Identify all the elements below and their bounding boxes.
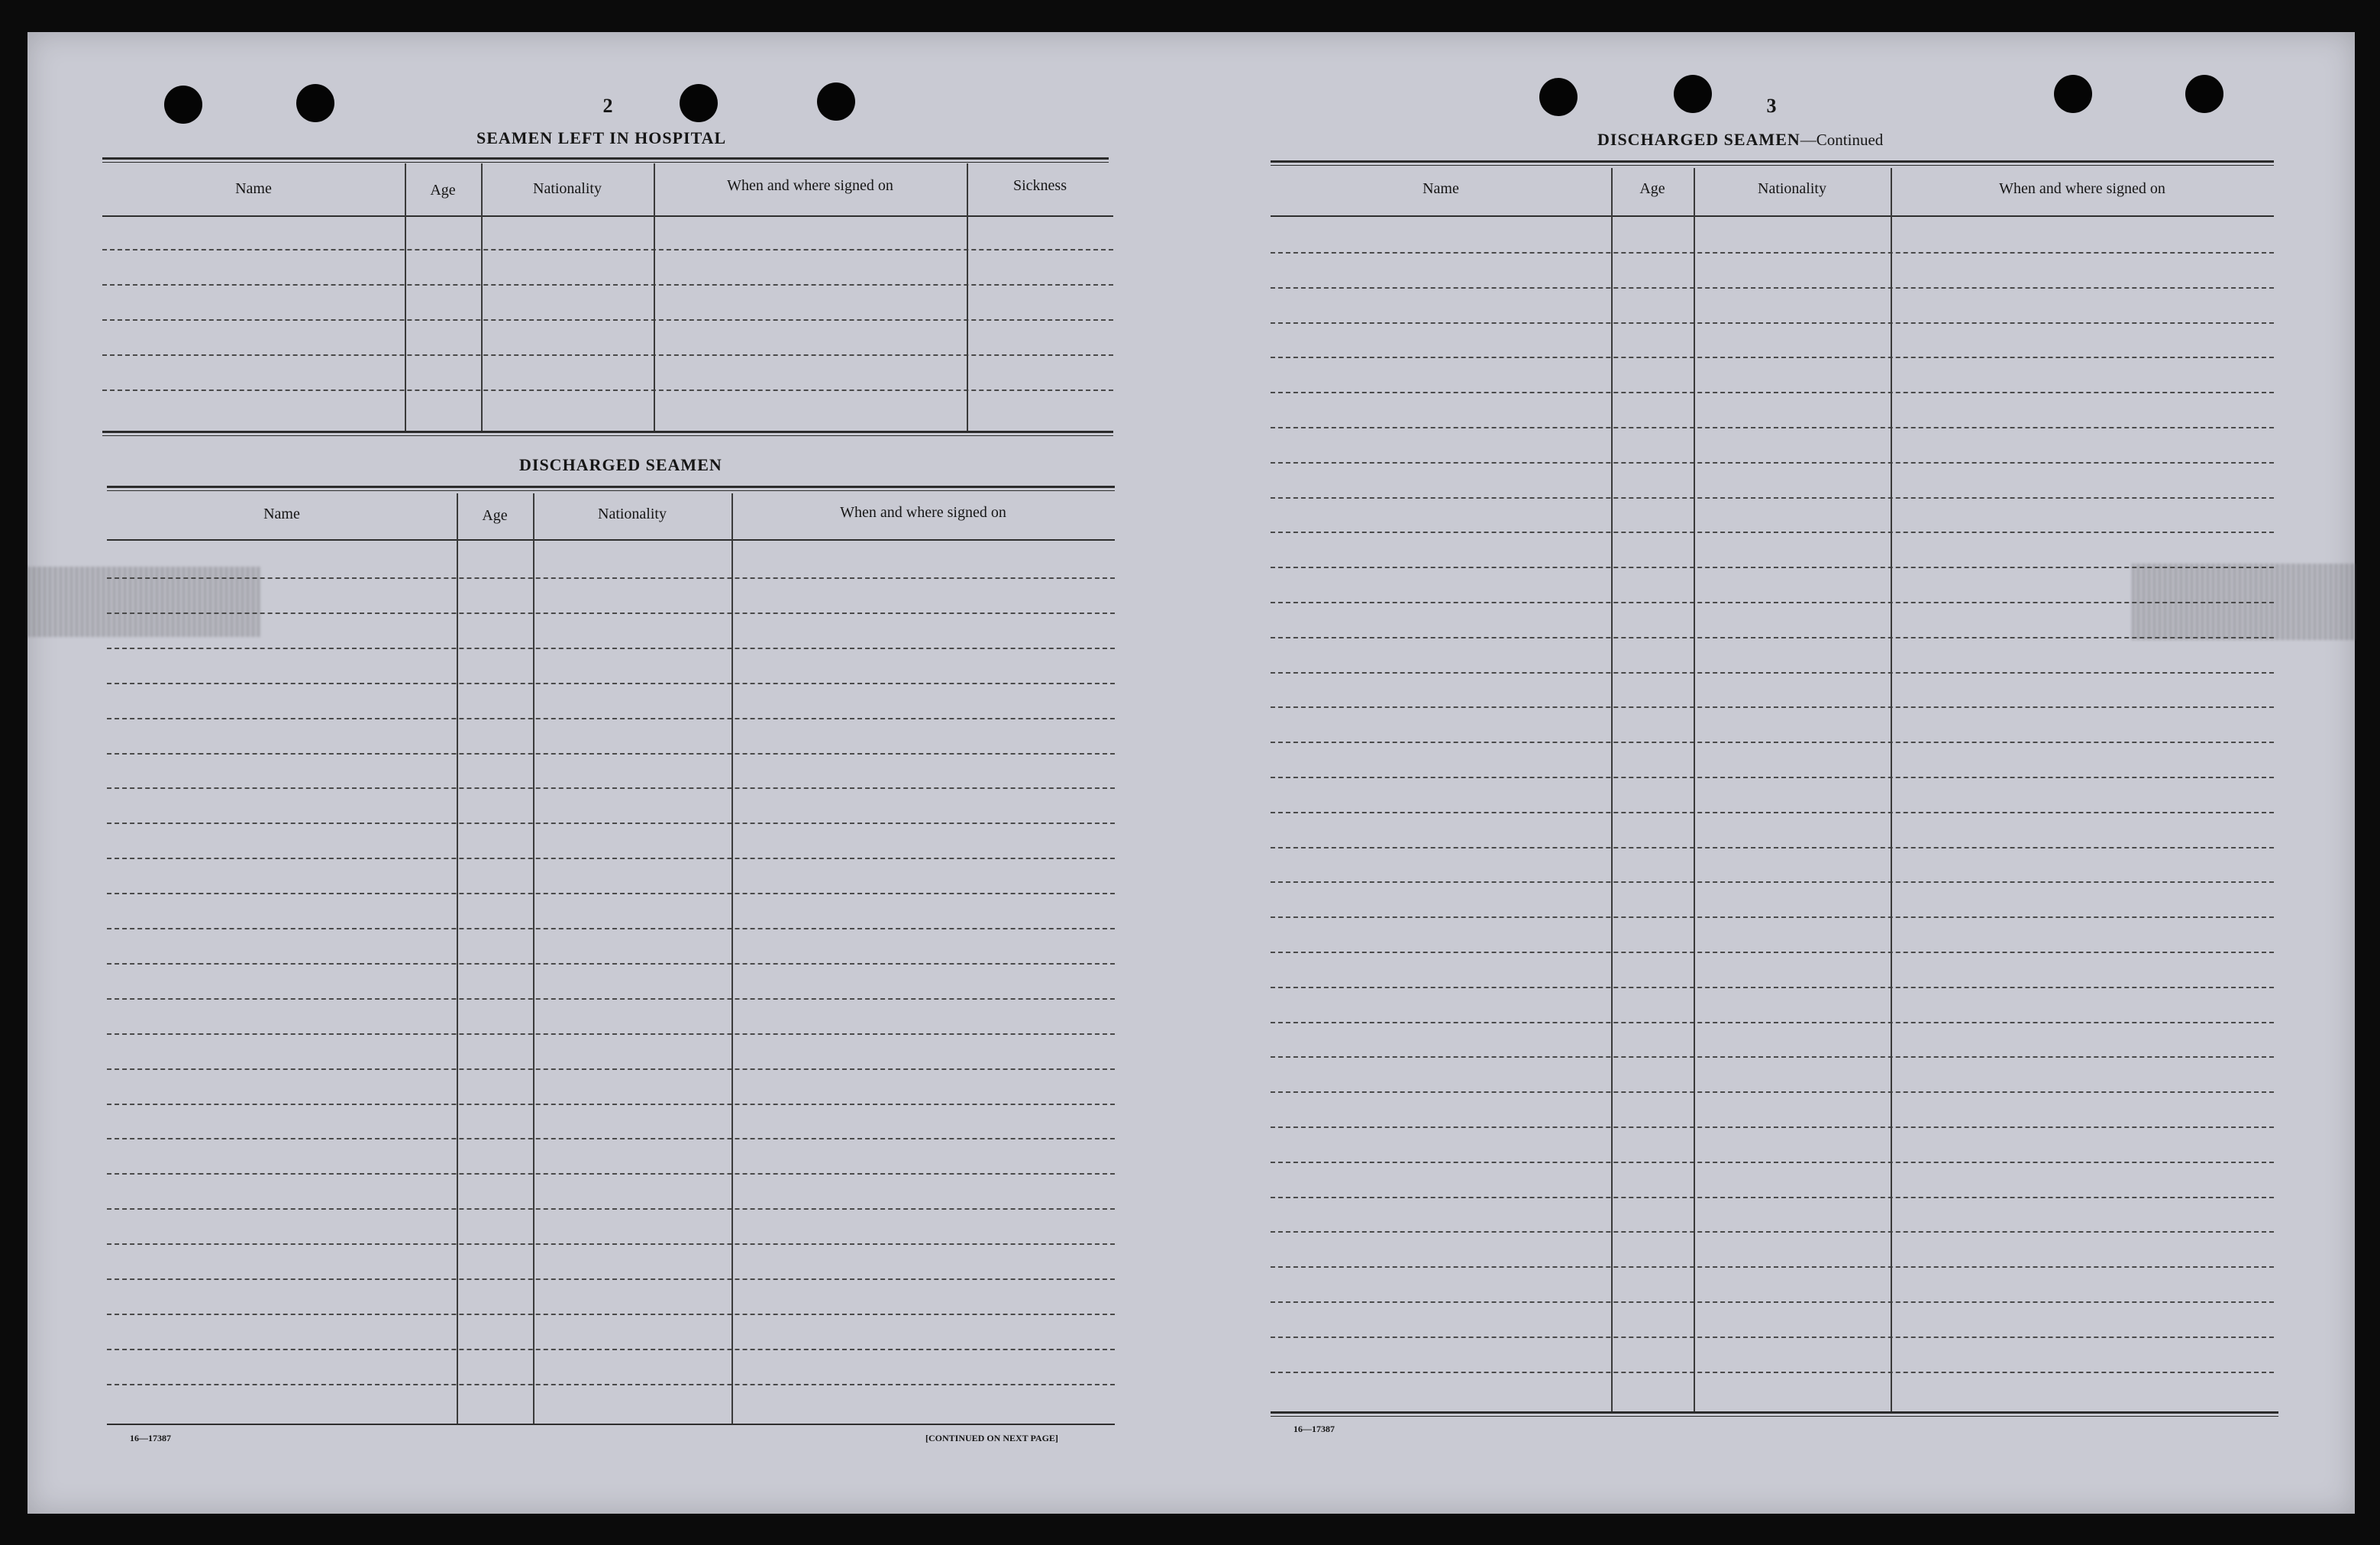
discharged-row-line-right — [1271, 532, 2274, 533]
discharged-row-line-left — [107, 683, 1115, 684]
hospital-col-divider — [654, 163, 655, 431]
hospital-row-line — [102, 319, 1113, 321]
hospital-col-signed-on-header: When and where signed on — [727, 177, 893, 194]
discharged-row-line-right — [1271, 987, 2274, 988]
discharged-row-line-left — [107, 718, 1115, 719]
hospital-col-divider — [967, 163, 968, 431]
document-sheet — [27, 32, 2355, 1514]
discharged-col-signed-on-header-left: When and where signed on — [840, 504, 1006, 521]
punch-hole — [2185, 75, 2223, 113]
discharged-col-nationality-header-right: Nationality — [1758, 180, 1826, 197]
form-number-left: 16—17387 — [130, 1433, 171, 1443]
discharged-row-line-left — [107, 1068, 1115, 1070]
discharged-row-line-right — [1271, 1266, 2274, 1268]
discharged-col-name-header-right: Name — [1423, 180, 1459, 197]
discharged-row-line-left — [107, 787, 1115, 789]
discharged-row-line-left — [107, 1384, 1115, 1385]
discharged-row-line-right — [1271, 706, 2274, 708]
discharged-row-line-left — [107, 1138, 1115, 1139]
discharged-row-line-left — [107, 1243, 1115, 1245]
discharged-row-line-left — [107, 998, 1115, 1000]
discharged-row-line-right — [1271, 1197, 2274, 1198]
discharged-row-line-right — [1271, 952, 2274, 953]
discharged-row-line-right — [1271, 1022, 2274, 1023]
discharged-header-rule-right — [1271, 215, 2274, 217]
discharged-row-line-right — [1271, 427, 2274, 428]
discharged-row-line-right — [1271, 1231, 2274, 1233]
form-number-right: 16—17387 — [1293, 1424, 1335, 1434]
discharged-row-line-left — [107, 1349, 1115, 1350]
discharged-title-continued: —Continued — [1800, 131, 1884, 149]
hospital-col-sickness-header: Sickness — [1013, 177, 1067, 194]
discharged-row-line-right — [1271, 252, 2274, 254]
discharged-row-line-right — [1271, 1091, 2274, 1093]
punch-hole — [296, 84, 334, 122]
discharged-col-divider-left — [533, 493, 534, 1425]
punch-hole — [164, 86, 202, 124]
hospital-col-divider — [405, 163, 406, 431]
hospital-row-line — [102, 249, 1113, 250]
discharged-row-line-right — [1271, 392, 2274, 393]
discharged-row-line-left — [107, 963, 1115, 965]
discharged-col-divider-left — [731, 493, 733, 1425]
page-number-right: 3 — [1766, 95, 1777, 117]
discharged-row-line-right — [1271, 812, 2274, 813]
page-number-left: 2 — [602, 95, 613, 117]
discharged-row-line-left — [107, 1104, 1115, 1105]
discharged-row-line-left — [107, 613, 1115, 614]
discharged-col-signed-on-header-right: When and where signed on — [1999, 180, 2165, 197]
discharged-col-divider-left — [457, 493, 458, 1425]
discharged-row-line-right — [1271, 672, 2274, 674]
discharged-row-line-right — [1271, 637, 2274, 638]
discharged-row-line-right — [1271, 1372, 2274, 1373]
discharged-row-line-right — [1271, 1301, 2274, 1303]
hospital-row-line — [102, 284, 1113, 286]
discharged-row-line-left — [107, 1208, 1115, 1210]
discharged-row-line-right — [1271, 881, 2274, 883]
discharged-row-line-right — [1271, 847, 2274, 848]
punch-hole — [817, 82, 855, 121]
discharged-header-rule-left — [107, 539, 1115, 541]
discharged-row-line-right — [1271, 287, 2274, 289]
hospital-top-rule — [102, 157, 1109, 163]
discharged-title-main: DISCHARGED SEAMEN — [1597, 130, 1800, 149]
discharged-row-line-left — [107, 823, 1115, 824]
discharged-col-divider-right — [1611, 168, 1613, 1413]
discharged-row-line-right — [1271, 1056, 2274, 1058]
continued-note: [CONTINUED ON NEXT PAGE] — [925, 1433, 1058, 1443]
punch-hole — [1539, 78, 1578, 116]
hospital-section-title: SEAMEN LEFT IN HOSPITAL — [476, 128, 727, 147]
discharged-row-line-right — [1271, 497, 2274, 499]
discharged-top-rule-left — [107, 486, 1115, 491]
hospital-col-nationality-header: Nationality — [533, 180, 602, 197]
discharged-row-line-left — [107, 1278, 1115, 1280]
discharged-row-line-right — [1271, 567, 2274, 568]
discharged-row-line-right — [1271, 1126, 2274, 1128]
discharged-top-rule-right — [1271, 160, 2274, 166]
discharged-row-line-right — [1271, 1337, 2274, 1338]
discharged-row-line-right — [1271, 462, 2274, 464]
discharged-row-line-left — [107, 577, 1115, 579]
discharged-row-line-left — [107, 1173, 1115, 1175]
punch-hole — [2054, 75, 2092, 113]
hospital-col-age-header: Age — [430, 182, 456, 199]
discharged-row-line-left — [107, 1314, 1115, 1315]
hospital-row-line — [102, 354, 1113, 356]
discharged-row-line-left — [107, 1033, 1115, 1035]
discharged-col-age-header-right: Age — [1639, 180, 1665, 197]
discharged-row-line-right — [1271, 916, 2274, 918]
punch-hole — [1674, 75, 1712, 113]
hospital-col-divider — [481, 163, 483, 431]
discharged-row-line-left — [107, 753, 1115, 755]
discharged-row-line-right — [1271, 322, 2274, 324]
discharged-row-line-right — [1271, 1162, 2274, 1163]
discharged-row-line-right — [1271, 602, 2274, 603]
discharged-row-line-right — [1271, 357, 2274, 358]
discharged-bottom-rule-left — [107, 1424, 1115, 1425]
discharged-row-line-right — [1271, 777, 2274, 778]
discharged-col-divider-right — [1891, 168, 1892, 1413]
discharged-row-line-left — [107, 893, 1115, 894]
discharged-row-line-right — [1271, 742, 2274, 743]
hospital-header-rule — [102, 215, 1113, 217]
hospital-col-name-header: Name — [235, 180, 272, 197]
discharged-row-line-left — [107, 858, 1115, 859]
discharged-bottom-rule-right — [1271, 1411, 2278, 1417]
discharged-row-line-left — [107, 928, 1115, 929]
discharged-col-age-header-left: Age — [482, 507, 508, 524]
discharged-col-divider-right — [1694, 168, 1695, 1413]
discharged-row-line-left — [107, 648, 1115, 649]
punch-hole — [680, 84, 718, 122]
discharged-section-title-left: DISCHARGED SEAMEN — [519, 455, 722, 474]
hospital-row-line — [102, 389, 1113, 391]
discharged-col-name-header-left: Name — [263, 506, 300, 522]
discharged-col-nationality-header-left: Nationality — [598, 506, 667, 522]
hospital-bottom-rule — [102, 431, 1113, 436]
discharged-section-title-right — [1597, 130, 1883, 150]
